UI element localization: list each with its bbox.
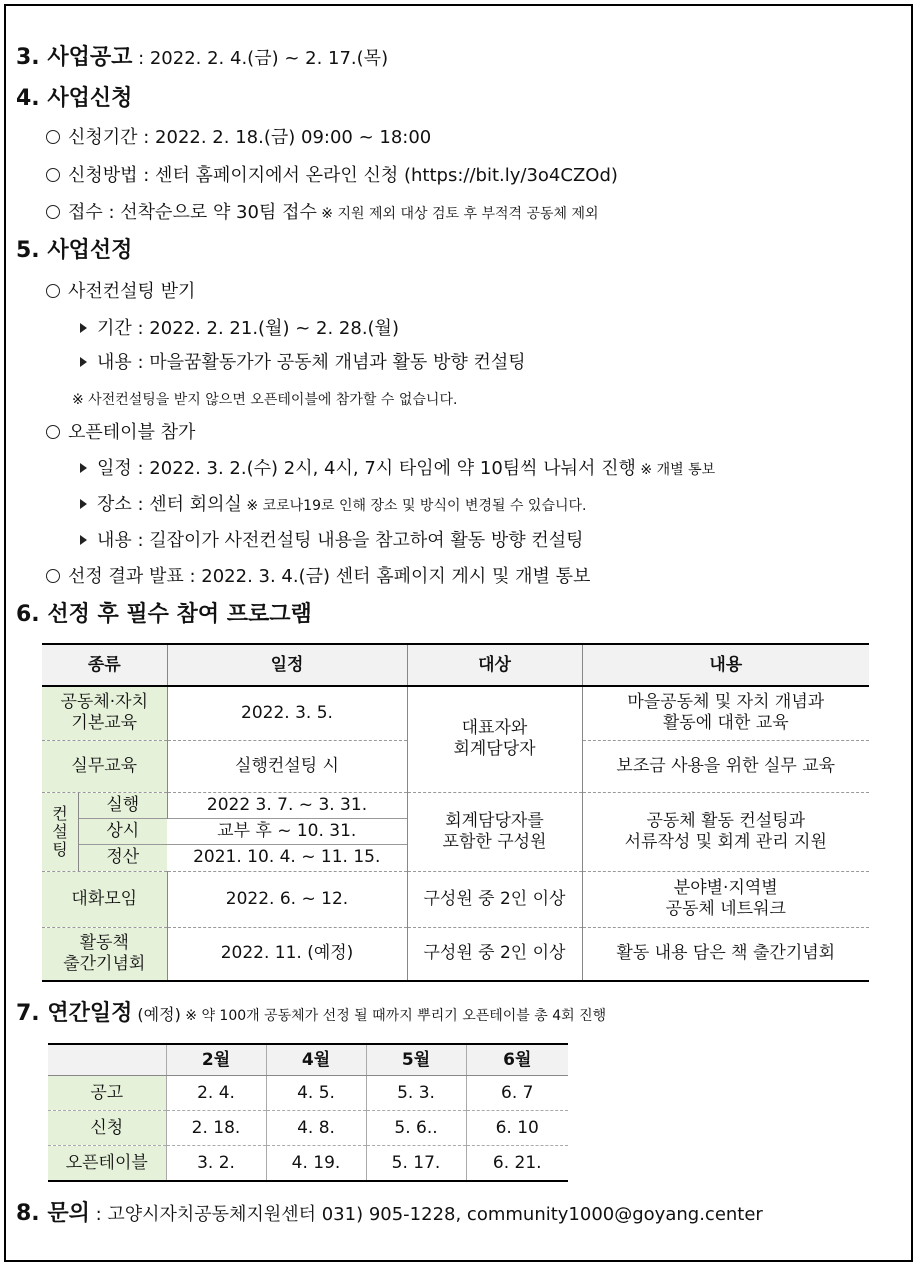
s5-open-place: 장소 : 센터 회의실 ※ 코로나19로 인해 장소 및 방식이 변경될 수 있습니다.: [80, 494, 586, 517]
schedule-cell: 5. 17.: [366, 1146, 466, 1182]
triangle-bullet-icon: [80, 323, 87, 333]
section-3-title: 3. 사업공고: [16, 45, 133, 70]
consulting-label: 컨 설 팅: [42, 793, 79, 871]
table-row: [48, 1111, 568, 1146]
circle-bullet-icon: [46, 425, 60, 439]
section-8-body: : 고양시자치공동체지원센터 031) 905-1228, community1000@goyang.center: [89, 1204, 763, 1225]
schedule-cell: 4. 8.: [266, 1111, 366, 1146]
section-7-title: 7. 연간일정: [16, 1001, 133, 1026]
target-cell: 구성원 중 2인 이상: [407, 871, 582, 927]
target-cell: 회계담당자를 포함한 구성원: [407, 792, 582, 871]
triangle-bullet-icon: [80, 357, 87, 367]
circle-bullet-icon: [46, 569, 60, 583]
col-header-target: 대상: [407, 644, 582, 686]
triangle-bullet-icon: [80, 463, 87, 473]
schedule-table: [48, 1043, 568, 1182]
section-3-body: : 2022. 2. 4.(금) ~ 2. 17.(목): [132, 48, 389, 69]
date-cell: 2022 3. 7. ~ 3. 31.: [167, 792, 407, 818]
consulting-sub-execute: 실행: [106, 794, 140, 815]
schedule-cell: 2. 18.: [166, 1111, 266, 1146]
schedule-header-row: [48, 1044, 568, 1076]
s5-open: 오픈테이블 참가: [46, 422, 195, 444]
section-3: [16, 47, 388, 70]
s5-open-schedule: 일정 : 2022. 3. 2.(수) 2시, 4시, 7시 타임에 약 10팀씩 나눠서 진행 ※ 개별 통보: [80, 458, 715, 481]
month-header: 2월: [166, 1044, 266, 1076]
table-row: [42, 871, 869, 927]
s4-item-method: 신청방법 : 센터 홈페이지에서 온라인 신청 (https://bit.ly/3o4CZOd): [46, 165, 618, 187]
program-table: [42, 643, 869, 982]
col-header-content: 내용: [582, 644, 869, 686]
col-header-kind: 종류: [42, 644, 167, 686]
s4-item-period: 신청기간 : 2022. 2. 18.(금) 09:00 ~ 18:00: [46, 127, 431, 149]
date-cell: 교부 후 ~ 10. 31.: [167, 818, 407, 844]
date-cell: 2022. 11. (예정): [167, 927, 407, 981]
target-cell: 구성원 중 2인 이상: [407, 927, 582, 981]
section-7-sub: (예정): [132, 1005, 181, 1024]
schedule-cell: 5. 3.: [366, 1076, 466, 1111]
content-cell: 보조금 사용을 위한 실무 교육: [582, 740, 869, 792]
schedule-cell: 6. 7: [466, 1076, 568, 1111]
kind-cell: 공동체·자치 기본교육: [42, 686, 167, 740]
circle-bullet-icon: [46, 168, 60, 182]
s5-pre-note: ※ 사전컨설팅을 받지 않으면 오픈테이블에 참가할 수 없습니다.: [72, 392, 458, 408]
s4-note: ※ 지원 제외 대상 검토 후 부적격 공동체 제외: [316, 206, 599, 222]
triangle-bullet-icon: [80, 499, 87, 509]
s5-pre-content: 내용 : 마을꿈활동가가 공동체 개념과 활동 방향 컨설팅: [80, 352, 526, 374]
content-cell: 활동 내용 담은 책 출간기념회: [582, 927, 869, 981]
schedule-cell: 6. 21.: [466, 1146, 568, 1182]
content-cell: 마을공동체 및 자치 개념과 활동에 대한 교육: [582, 686, 869, 740]
triangle-bullet-icon: [80, 535, 87, 545]
circle-bullet-icon: [46, 205, 60, 219]
section-5-title: 5. 사업선정: [16, 238, 133, 263]
s4-item-receipt: 접수 : 선착순으로 약 30팀 접수 ※ 지원 제외 대상 검토 후 부적격 공동체 제외: [46, 202, 599, 225]
schedule-cell: 5. 6..: [366, 1111, 466, 1146]
month-header: 5월: [366, 1044, 466, 1076]
consulting-sub-regular: 상시: [79, 818, 167, 844]
col-header-date: 일정: [167, 644, 407, 686]
date-cell: 2021. 10. 4. ~ 11. 15.: [167, 845, 407, 871]
kind-cell: 대화모임: [42, 871, 167, 927]
month-header: 4월: [266, 1044, 366, 1076]
row-label: 오픈테이블: [48, 1146, 166, 1182]
kind-cell-consulting: [42, 792, 167, 871]
section-6-title: 6. 선정 후 필수 참여 프로그램: [16, 602, 312, 627]
schedule-cell: 4. 19.: [266, 1146, 366, 1182]
schedule-cell: 4. 5.: [266, 1076, 366, 1111]
program-header-row: [42, 644, 869, 686]
circle-bullet-icon: [46, 130, 60, 144]
kind-cell: 활동책 출간기념회: [42, 927, 167, 981]
section-4-title: 4. 사업신청: [16, 86, 133, 111]
kind-cell: 실무교육: [42, 740, 167, 792]
date-cell: 실행컨설팅 시: [167, 740, 407, 792]
row-label: 공고: [48, 1076, 166, 1111]
target-cell: 대표자와 회계담당자: [407, 686, 582, 792]
consulting-sub-settle: 정산: [79, 844, 167, 870]
table-row: [42, 792, 869, 818]
date-cell: 2022. 3. 5.: [167, 686, 407, 740]
section-7: [16, 1003, 606, 1027]
content-cell: 분야별·지역별 공동체 네트워크: [582, 871, 869, 927]
circle-bullet-icon: [46, 284, 60, 298]
section-8-title: 8. 문의: [16, 1201, 90, 1226]
s5-pre: 사전컨설팅 받기: [46, 281, 195, 303]
table-row: [48, 1146, 568, 1182]
month-header: 6월: [466, 1044, 568, 1076]
date-cell: 2022. 6. ~ 12.: [167, 871, 407, 927]
row-label: 신청: [48, 1111, 166, 1146]
corner-cell: [48, 1044, 166, 1076]
section-8: [16, 1203, 763, 1226]
section-7-note: ※ 약 100개 공동체가 선정 될 때까지 뿌리기 오픈테이블 총 4회 진행: [180, 1008, 607, 1024]
table-row: [42, 927, 869, 981]
s5-pre-period: 기간 : 2022. 2. 21.(월) ~ 2. 28.(월): [80, 318, 399, 340]
schedule-cell: 3. 2.: [166, 1146, 266, 1182]
table-row: [48, 1076, 568, 1111]
s5-open-content: 내용 : 길잡이가 사전컨설팅 내용을 참고하여 활동 방향 컨설팅: [80, 530, 584, 552]
s5-result: 선정 결과 발표 : 2022. 3. 4.(금) 센터 홈페이지 게시 및 개별 통보: [46, 566, 590, 588]
table-row: [42, 686, 869, 740]
content-cell: 공동체 활동 컨설팅과 서류작성 및 회계 관리 지원: [582, 792, 869, 871]
schedule-cell: 2. 4.: [166, 1076, 266, 1111]
schedule-cell: 6. 10: [466, 1111, 568, 1146]
